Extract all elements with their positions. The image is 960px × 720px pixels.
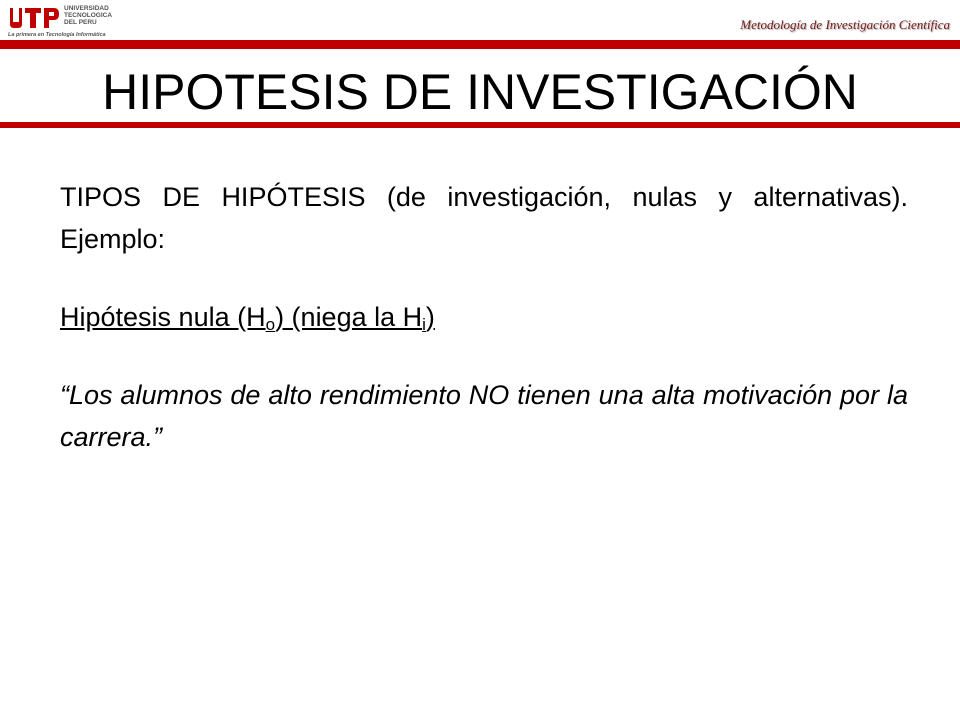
logo-text-line: TECNOLOGICA (64, 12, 113, 19)
subscript-i: i (422, 315, 426, 334)
subscript-o: o (265, 315, 276, 334)
heading-text: ) (niega la H (275, 302, 423, 332)
course-title: Metodología de Investigación Científica (740, 17, 950, 32)
intro-paragraph: TIPOS DE HIPÓTESIS (de investigación, nulas y alternativas). Ejemplo: (60, 182, 908, 254)
utp-logo-icon (8, 4, 60, 30)
top-accent-bar (0, 40, 960, 49)
null-hypothesis-heading (60, 296, 908, 338)
slide-title-text: HIPOTESIS DE INVESTIGACIÓN (90, 64, 870, 120)
university-logo (8, 4, 158, 38)
logo-text-line: DEL PERU (64, 19, 97, 26)
heading-text: ) (425, 302, 435, 332)
slide-title (0, 62, 960, 122)
logo-tagline: La primera en Tecnología Informática (8, 32, 106, 38)
heading-text: Hipótesis nula (H (60, 302, 266, 332)
title-underline-bar (0, 122, 960, 128)
logo-text-line: UNIVERSIDAD (64, 5, 109, 12)
slide-body (60, 176, 908, 458)
example-quote: “Los alumnos de alto rendimiento NO tienen una alta motivación por la carrera.” (60, 380, 908, 452)
